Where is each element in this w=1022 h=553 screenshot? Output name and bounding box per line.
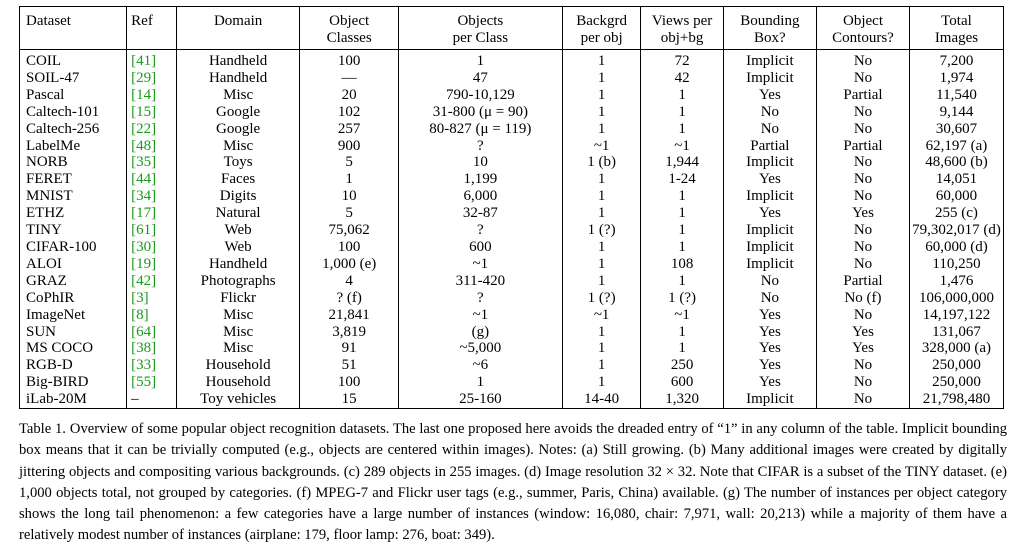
- datasets-table: [19, 6, 1004, 409]
- cell-object-contours: Partial: [817, 87, 910, 104]
- cell-bounding-box: Yes: [723, 374, 816, 391]
- table-row: [20, 104, 1004, 121]
- cell-bounding-box: Implicit: [723, 391, 816, 408]
- cell-domain: Google: [176, 121, 300, 138]
- cell-object-classes: 5: [300, 205, 398, 222]
- cell-backgrd-per-obj: 1: [562, 324, 641, 341]
- cell-total-images: 14,051: [935, 171, 978, 188]
- cell-object-classes: 100: [300, 50, 398, 70]
- cell-total-images: 14,197,122: [922, 306, 991, 323]
- cell-domain: Web: [176, 239, 300, 256]
- cell-bounding-box: Yes: [723, 357, 816, 374]
- cell-backgrd-per-obj: 1: [562, 256, 641, 273]
- cell-views-per-obj: 1: [641, 104, 723, 121]
- cell-views-per-obj: 1: [641, 340, 723, 357]
- cell-object-contours: No: [817, 104, 910, 121]
- table-row: [20, 273, 1004, 290]
- cell-objects-per-class: 31-800 (μ = 90): [398, 104, 562, 121]
- reference-link[interactable]: [33]: [127, 357, 177, 374]
- cell-objects-per-class: 1,199: [398, 171, 562, 188]
- reference-link[interactable]: [42]: [127, 273, 177, 290]
- reference-link[interactable]: [3]: [127, 290, 177, 307]
- cell-backgrd-per-obj: 1: [562, 171, 641, 188]
- cell-objects-per-class: 311-420: [398, 273, 562, 290]
- cell-backgrd-per-obj: ~1: [562, 307, 641, 324]
- cell-object-classes: —: [300, 70, 398, 87]
- cell-backgrd-per-obj: 1: [562, 188, 641, 205]
- reference-link[interactable]: [64]: [127, 324, 177, 341]
- cell-domain: Toys: [176, 154, 300, 171]
- cell-views-per-obj: 1: [641, 87, 723, 104]
- cell-object-contours: No: [817, 188, 910, 205]
- table-row: [20, 205, 1004, 222]
- cell-backgrd-per-obj: 1: [562, 239, 641, 256]
- reference-link[interactable]: [30]: [127, 239, 177, 256]
- header-bounding-box: Bounding Box?: [723, 7, 816, 50]
- cell-dataset: Pascal: [20, 87, 127, 104]
- cell-dataset: Big-BIRD: [20, 374, 127, 391]
- cell-domain: Household: [176, 374, 300, 391]
- cell-objects-per-class: 25-160: [398, 391, 562, 408]
- cell-views-per-obj: 1: [641, 121, 723, 138]
- reference-link[interactable]: [14]: [127, 87, 177, 104]
- caption-label: Table 1.: [19, 421, 66, 437]
- cell-object-classes: 900: [300, 138, 398, 155]
- cell-object-contours: Yes: [817, 205, 910, 222]
- reference-link[interactable]: [17]: [127, 205, 177, 222]
- cell-bounding-box: No: [723, 290, 816, 307]
- reference-link[interactable]: [22]: [127, 121, 177, 138]
- cell-domain: Natural: [176, 205, 300, 222]
- header-backgrd-per-obj: Backgrd per obj: [562, 7, 641, 50]
- cell-bounding-box: Yes: [723, 324, 816, 341]
- cell-backgrd-per-obj: 1: [562, 104, 641, 121]
- cell-total-images: 21,798,480: [909, 391, 1003, 408]
- cell-backgrd-per-obj: 1: [562, 340, 641, 357]
- reference-link[interactable]: [55]: [127, 374, 177, 391]
- cell-views-per-obj: 1,944: [641, 154, 723, 171]
- header-total-images: Total Images: [909, 7, 1003, 50]
- header-domain: Domain: [176, 7, 300, 50]
- cell-views-per-obj: 1,320: [641, 391, 723, 408]
- cell-total-images: 79,302,017 (d): [912, 222, 1001, 239]
- cell-views-per-obj: 1: [641, 239, 723, 256]
- reference-link[interactable]: [15]: [127, 104, 177, 121]
- cell-dataset: CoPhIR: [20, 290, 127, 307]
- cell-dataset: SOIL-47: [20, 70, 127, 87]
- cell-object-contours: No: [817, 357, 910, 374]
- table-row: [20, 374, 1004, 391]
- cell-object-classes: 257: [300, 121, 398, 138]
- cell-object-contours: No: [817, 391, 910, 408]
- cell-objects-per-class: ~6: [398, 357, 562, 374]
- cell-dataset: GRAZ: [20, 273, 127, 290]
- cell-object-classes: 100: [300, 374, 398, 391]
- reference-link[interactable]: [8]: [127, 307, 177, 324]
- cell-total-images: 1,974: [939, 69, 974, 86]
- reference-link[interactable]: [41]: [127, 50, 177, 70]
- cell-total-images: 131,067: [932, 323, 981, 340]
- cell-views-per-obj: 250: [641, 357, 723, 374]
- cell-total-images: 60,000: [935, 188, 978, 205]
- cell-backgrd-per-obj: 1: [562, 70, 641, 87]
- cell-object-classes: 5: [300, 154, 398, 171]
- cell-backgrd-per-obj: 1 (?): [562, 222, 641, 239]
- cell-views-per-obj: 1 (?): [641, 290, 723, 307]
- cell-backgrd-per-obj: 1 (b): [562, 154, 641, 171]
- cell-object-classes: 15: [300, 391, 398, 408]
- cell-views-per-obj: 1: [641, 205, 723, 222]
- table-row: [20, 121, 1004, 138]
- reference-link[interactable]: [48]: [127, 138, 177, 155]
- cell-views-per-obj: 1: [641, 324, 723, 341]
- cell-domain: Google: [176, 104, 300, 121]
- cell-total-images: 30,607: [935, 120, 978, 137]
- cell-bounding-box: Implicit: [723, 154, 816, 171]
- cell-bounding-box: Yes: [723, 87, 816, 104]
- cell-object-contours: No: [817, 307, 910, 324]
- cell-backgrd-per-obj: 1 (?): [562, 290, 641, 307]
- cell-backgrd-per-obj: ~1: [562, 138, 641, 155]
- cell-objects-per-class: 32-87: [398, 205, 562, 222]
- cell-objects-per-class: ?: [398, 138, 562, 155]
- cell-dataset: Caltech-101: [20, 104, 127, 121]
- cell-dataset: RGB-D: [20, 357, 127, 374]
- cell-total-images: 250,000: [932, 374, 981, 391]
- cell-bounding-box: Implicit: [723, 239, 816, 256]
- header-objects-per-class: Objects per Class: [398, 7, 562, 50]
- table-row: [20, 290, 1004, 307]
- cell-object-classes: 91: [300, 340, 398, 357]
- cell-domain: Handheld: [176, 70, 300, 87]
- cell-domain: Faces: [176, 171, 300, 188]
- cell-total-images: 1,476: [939, 272, 974, 289]
- cell-backgrd-per-obj: 1: [562, 121, 641, 138]
- cell-total-images: 7,200: [939, 53, 974, 69]
- cell-dataset: MNIST: [20, 188, 127, 205]
- cell-domain: Photographs: [176, 273, 300, 290]
- cell-object-contours: No: [817, 50, 910, 70]
- table-row: [20, 256, 1004, 273]
- cell-object-contours: Yes: [817, 340, 910, 357]
- cell-domain: Handheld: [176, 256, 300, 273]
- cell-dataset: CIFAR-100: [20, 239, 127, 256]
- cell-views-per-obj: ~1: [641, 307, 723, 324]
- cell-object-classes: 1: [300, 171, 398, 188]
- reference-link[interactable]: [19]: [127, 256, 177, 273]
- cell-total-images: 255 (c): [935, 205, 978, 222]
- reference-link[interactable]: [44]: [127, 171, 177, 188]
- table-row: [20, 138, 1004, 155]
- cell-object-contours: No: [817, 374, 910, 391]
- header-object-contours: Object Contours?: [817, 7, 910, 50]
- cell-total-images: 48,600 (b): [925, 154, 988, 171]
- cell-backgrd-per-obj: 1: [562, 357, 641, 374]
- table-row: [20, 154, 1004, 171]
- cell-object-classes: 102: [300, 104, 398, 121]
- cell-object-contours: No: [817, 171, 910, 188]
- table-caption: [19, 419, 1007, 547]
- cell-views-per-obj: 1: [641, 273, 723, 290]
- cell-dataset: NORB: [20, 154, 127, 171]
- cell-backgrd-per-obj: 1: [562, 374, 641, 391]
- cell-domain: Handheld: [176, 50, 300, 70]
- table-row: [20, 50, 1004, 70]
- cell-objects-per-class: 6,000: [398, 188, 562, 205]
- cell-domain: Toy vehicles: [176, 391, 300, 408]
- cell-objects-per-class: 80-827 (μ = 119): [398, 121, 562, 138]
- cell-objects-per-class: ?: [398, 222, 562, 239]
- table-body: [20, 50, 1004, 409]
- cell-bounding-box: No: [723, 273, 816, 290]
- cell-views-per-obj: ~1: [641, 138, 723, 155]
- cell-backgrd-per-obj: 14-40: [562, 391, 641, 408]
- cell-bounding-box: Implicit: [723, 50, 816, 70]
- cell-domain: Misc: [176, 307, 300, 324]
- cell-object-contours: Partial: [817, 273, 910, 290]
- cell-object-contours: No: [817, 239, 910, 256]
- cell-bounding-box: No: [723, 104, 816, 121]
- cell-objects-per-class: 10: [398, 154, 562, 171]
- cell-objects-per-class: 47: [398, 70, 562, 87]
- cell-total-images: 62,197 (a): [925, 137, 988, 154]
- table-row: [20, 239, 1004, 256]
- cell-bounding-box: Yes: [723, 171, 816, 188]
- reference-link[interactable]: [35]: [127, 154, 177, 171]
- cell-object-contours: No: [817, 70, 910, 87]
- cell-objects-per-class: (g): [398, 324, 562, 341]
- cell-object-classes: 75,062: [300, 222, 398, 239]
- cell-object-contours: Yes: [817, 324, 910, 341]
- cell-object-classes: 20: [300, 87, 398, 104]
- cell-object-contours: Partial: [817, 138, 910, 155]
- cell-ref: –: [127, 391, 177, 408]
- header-dataset: Dataset: [20, 7, 127, 50]
- reference-link[interactable]: [38]: [127, 340, 177, 357]
- table-row: [20, 171, 1004, 188]
- cell-dataset: Caltech-256: [20, 121, 127, 138]
- header-ref: Ref: [127, 7, 177, 50]
- header-views-per-obj: Views per obj+bg: [641, 7, 723, 50]
- cell-object-classes: 51: [300, 357, 398, 374]
- cell-domain: Flickr: [176, 290, 300, 307]
- cell-backgrd-per-obj: 1: [562, 273, 641, 290]
- cell-object-classes: 1,000 (e): [300, 256, 398, 273]
- cell-views-per-obj: 1: [641, 222, 723, 239]
- cell-dataset: TINY: [20, 222, 127, 239]
- cell-object-classes: 10: [300, 188, 398, 205]
- cell-views-per-obj: 1-24: [641, 171, 723, 188]
- cell-object-classes: 21,841: [300, 307, 398, 324]
- cell-object-contours: No: [817, 256, 910, 273]
- table-row: [20, 70, 1004, 87]
- cell-total-images: 9,144: [939, 103, 974, 120]
- cell-objects-per-class: ~1: [398, 307, 562, 324]
- cell-objects-per-class: 1: [398, 374, 562, 391]
- cell-object-contours: No: [817, 154, 910, 171]
- cell-bounding-box: Yes: [723, 340, 816, 357]
- table-row: [20, 87, 1004, 104]
- cell-object-contours: No: [817, 222, 910, 239]
- cell-object-contours: No: [817, 121, 910, 138]
- cell-bounding-box: No: [723, 121, 816, 138]
- header-row: [20, 7, 1004, 50]
- cell-dataset: MS COCO: [20, 340, 127, 357]
- cell-bounding-box: Implicit: [723, 188, 816, 205]
- cell-total-images: 250,000: [932, 357, 981, 374]
- cell-domain: Misc: [176, 324, 300, 341]
- reference-link[interactable]: [61]: [127, 222, 177, 239]
- cell-domain: Household: [176, 357, 300, 374]
- table-row: [20, 188, 1004, 205]
- cell-dataset: COIL: [20, 50, 127, 70]
- caption-text: Overview of some popular object recognition datasets. The last one proposed here avoids the dreaded entry of “1” in any column of the table. Implicit bounding box means that it can be trivially computed (e.g., objects are centered within images). Notes: (a) Still growing. (b) Many additional images were created by digitally jittering objects and compositing various backgrounds. (c) 289 objects in 255 images. (d) Image resolution 32 × 32. Note that CIFAR is a subset of the TINY dataset. (e) 1,000 objects total, not grouped by categories. (f) MPEG-7 and Flickr user tags (e.g., summer, Paris, China) available. (g) The number of instances per object category shows the long tail phenomenon: a few categories have a large number of instances (window: 16,080, chair: 7,971, wall: 20,213) while a majority of them have a relatively modest number of instances (airplane: 179, floor lamp: 276, boat: 349).: [19, 421, 1008, 544]
- cell-backgrd-per-obj: 1: [562, 205, 641, 222]
- reference-link[interactable]: [29]: [127, 70, 177, 87]
- cell-views-per-obj: 108: [641, 256, 723, 273]
- cell-object-classes: 3,819: [300, 324, 398, 341]
- cell-total-images: 110,250: [932, 255, 981, 272]
- cell-bounding-box: Partial: [723, 138, 816, 155]
- cell-views-per-obj: 42: [641, 70, 723, 87]
- cell-objects-per-class: 1: [398, 50, 562, 70]
- cell-object-classes: 100: [300, 239, 398, 256]
- cell-object-classes: ? (f): [300, 290, 398, 307]
- cell-domain: Misc: [176, 138, 300, 155]
- cell-domain: Web: [176, 222, 300, 239]
- cell-backgrd-per-obj: 1: [562, 87, 641, 104]
- cell-bounding-box: Yes: [723, 307, 816, 324]
- reference-link[interactable]: [34]: [127, 188, 177, 205]
- cell-dataset: SUN: [20, 324, 127, 341]
- cell-total-images: 11,540: [936, 86, 977, 103]
- cell-dataset: iLab-20M: [20, 391, 127, 408]
- cell-domain: Digits: [176, 188, 300, 205]
- header-object-classes: Object Classes: [300, 7, 398, 50]
- cell-objects-per-class: ~5,000: [398, 340, 562, 357]
- cell-objects-per-class: ~1: [398, 256, 562, 273]
- cell-dataset: ETHZ: [20, 205, 127, 222]
- cell-domain: Misc: [176, 87, 300, 104]
- cell-dataset: FERET: [20, 171, 127, 188]
- cell-object-classes: 4: [300, 273, 398, 290]
- cell-views-per-obj: 1: [641, 188, 723, 205]
- table-row: [20, 340, 1004, 357]
- cell-objects-per-class: 790-10,129: [398, 87, 562, 104]
- cell-objects-per-class: ?: [398, 290, 562, 307]
- cell-views-per-obj: 72: [641, 50, 723, 70]
- cell-views-per-obj: 600: [641, 374, 723, 391]
- table-row: [20, 324, 1004, 341]
- cell-backgrd-per-obj: 1: [562, 50, 641, 70]
- table-row: [20, 357, 1004, 374]
- cell-bounding-box: Implicit: [723, 70, 816, 87]
- cell-object-contours: No (f): [817, 290, 910, 307]
- cell-objects-per-class: 600: [398, 239, 562, 256]
- cell-dataset: LabelMe: [20, 138, 127, 155]
- cell-domain: Misc: [176, 340, 300, 357]
- cell-dataset: ALOI: [20, 256, 127, 273]
- table-row: [20, 307, 1004, 324]
- table-header: [20, 7, 1004, 50]
- table-row: [20, 222, 1004, 239]
- table-row: [20, 391, 1004, 408]
- cell-total-images: 60,000 (d): [925, 238, 988, 255]
- cell-total-images: 328,000 (a): [921, 340, 992, 357]
- cell-bounding-box: Implicit: [723, 256, 816, 273]
- cell-bounding-box: Yes: [723, 205, 816, 222]
- cell-total-images: 106,000,000: [918, 289, 994, 306]
- cell-bounding-box: Implicit: [723, 222, 816, 239]
- cell-dataset: ImageNet: [20, 307, 127, 324]
